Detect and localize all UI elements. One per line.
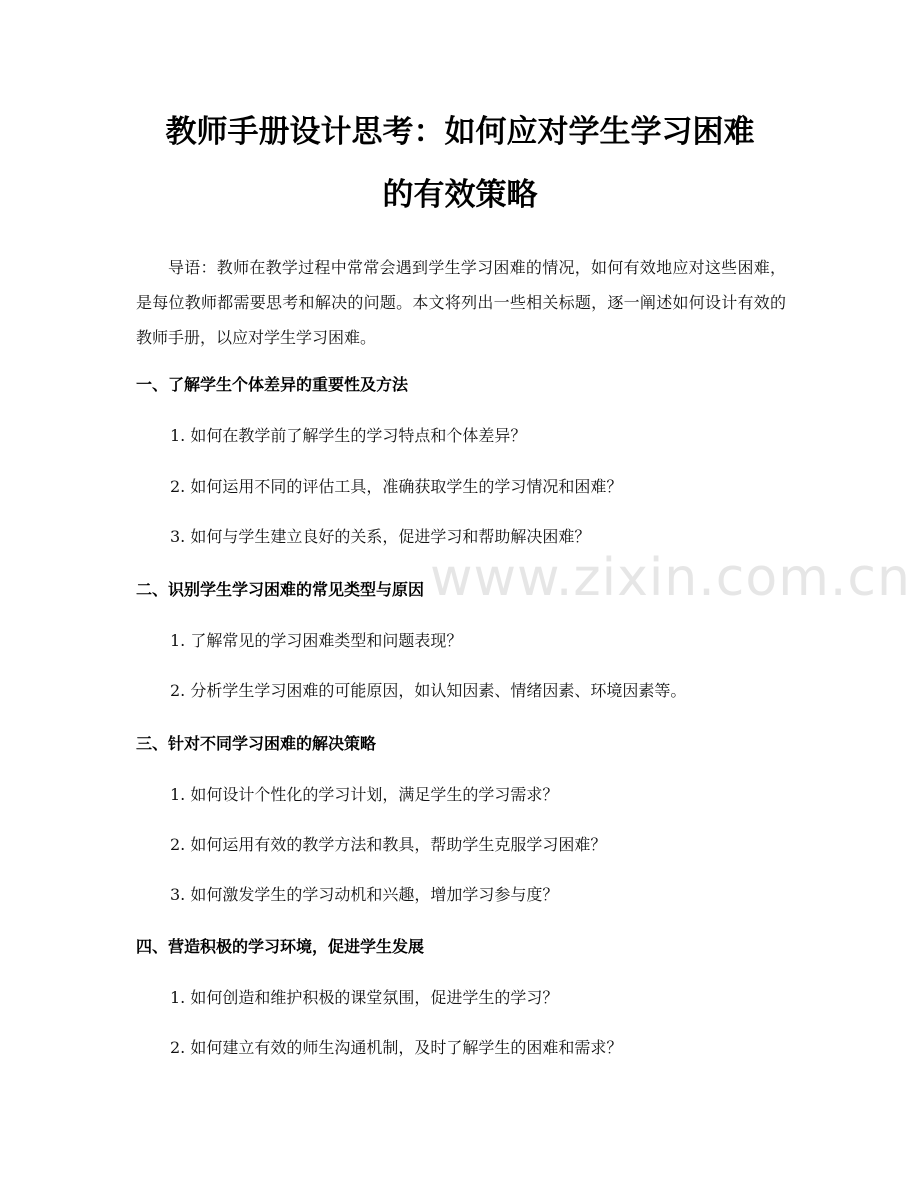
section-4-item-1: 1. 如何创造和维护积极的课堂氛围，促进学生的学习？	[170, 988, 559, 1007]
section-1-item-1: 1. 如何在教学前了解学生的学习特点和个体差异？	[170, 426, 527, 445]
section-3-item-2: 2. 如何运用有效的教学方法和教具，帮助学生克服学习困难？	[170, 835, 607, 854]
intro-paragraph: 导语：教师在教学过程中常常会遇到学生学习困难的情况，如何有效地应对这些困难，是每位教师都需要思考和解决的问题。本文将列出一些相关标题，逐一阐述如何设计有效的教师手册，以应对学生学习困难。	[136, 258, 786, 347]
section-4-item-2: 2. 如何建立有效的师生沟通机制，及时了解学生的困难和需求？	[170, 1038, 623, 1057]
section-heading-3: 三、针对不同学习困难的解决策略	[136, 734, 377, 753]
section-heading-2: 二、识别学生学习困难的常见类型与原因	[136, 580, 425, 599]
section-heading-1: 一、了解学生个体差异的重要性及方法	[136, 375, 409, 394]
section-1-item-3: 3. 如何与学生建立良好的关系，促进学习和帮助解决困难？	[170, 527, 591, 546]
page-title-line-1: 教师手册设计思考：如何应对学生学习困难	[165, 114, 755, 150]
section-3-item-1: 1. 如何设计个性化的学习计划，满足学生的学习需求？	[170, 785, 559, 804]
section-1-item-2: 2. 如何运用不同的评估工具，准确获取学生的学习情况和困难？	[170, 477, 623, 496]
page-title-line-2: 的有效策略	[382, 177, 538, 213]
section-heading-4: 四、营造积极的学习环境，促进学生发展	[136, 937, 425, 956]
section-2-item-2: 2. 分析学生学习困难的可能原因，如认知因素、情绪因素、环境因素等。	[170, 681, 687, 700]
section-2-item-1: 1. 了解常见的学习困难类型和问题表现？	[170, 631, 463, 650]
section-3-item-3: 3. 如何激发学生的学习动机和兴趣，增加学习参与度？	[170, 885, 559, 904]
watermark: www.zixin.com.cn	[430, 548, 911, 608]
